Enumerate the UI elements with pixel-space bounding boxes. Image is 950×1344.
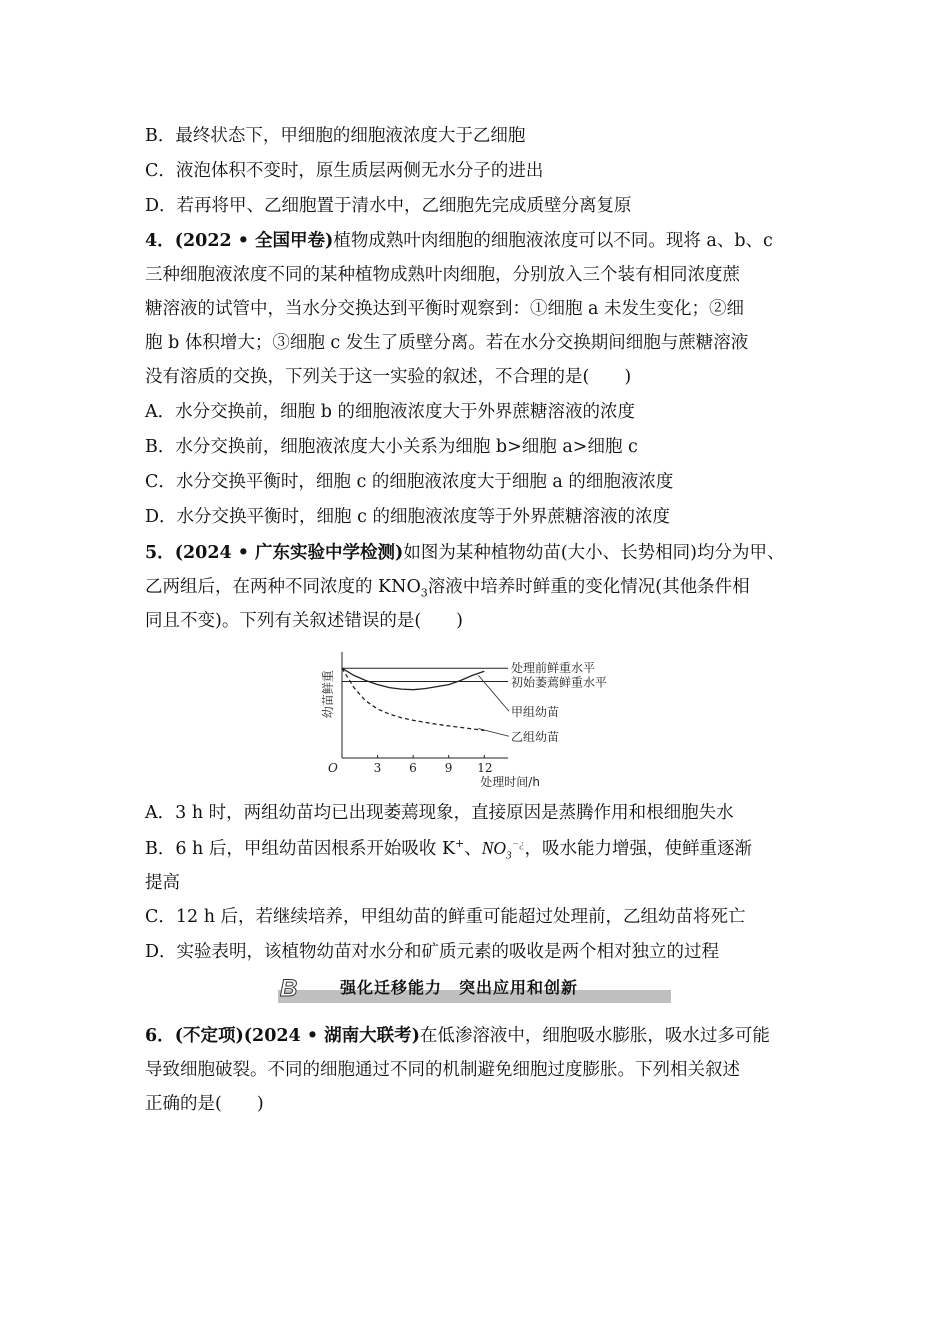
q6-stem-line-2 [145,1057,740,1083]
q4-option-c-text: C．水分交换平衡时，细胞 c 的细胞液浓度大于细胞 a 的细胞液浓度 [145,472,674,492]
series-leader-line [478,675,509,711]
q4-option-d [145,504,670,530]
q5-option-c [145,904,746,930]
series-line [342,668,484,730]
q3-option-b-text: B．最终状态下，甲细胞的细胞液浓度大于乙细胞 [145,126,526,146]
q5-option-c-text: C．12 h 后，若继续培养，甲组幼苗的鲜重可能超过处理前，乙组幼苗将死亡 [145,907,746,927]
banner-title: 强化迁移能力 突出应用和创新 [340,980,579,997]
nitrate-subscript: 3 [506,849,512,862]
q3-option-c-text: C．液泡体积不变时，原生质层两侧无水分子的进出 [145,161,544,181]
q5-option-a-text: A．3 h 时，两组幼苗均已出现萎蔫现象，直接原因是蒸腾作用和根细胞失水 [145,803,734,823]
q4-stem-line-5 [145,364,631,390]
series-line [342,668,484,690]
q4-option-a [145,399,635,425]
potassium-charge: + [455,837,465,851]
q3-option-c [145,158,543,184]
q5-kno3-subscript: 3 [420,586,428,600]
x-tick-label: 6 [409,761,417,775]
q5-source: (2024 • 广东实验中学检测) [174,543,404,563]
q4-number: 4． [145,231,175,251]
q4-stem-line-3 [145,296,744,322]
q5-option-b-continued [145,870,180,896]
q4-stem-line-2 [145,262,740,288]
x-tick-label: 9 [444,761,453,775]
q4-source: (2022 • 全国甲卷) [174,231,334,251]
q4-option-b-text: B．水分交换前，细胞液浓度大小关系为细胞 b>细胞 a>细胞 c [145,437,638,457]
q3-option-b [145,123,525,149]
x-tick-label: 3 [373,761,382,775]
y-axis-label: 幼苗鲜重 [321,670,335,719]
q5-option-b-text-3: 提高 [145,873,180,893]
nitrate-charge: −¿ [511,838,525,851]
reference-line-label: 处理前鲜重水平 [511,661,596,676]
q4-stem-line-1 [145,228,773,254]
q5-option-a [145,800,734,826]
q4-text-2: 三种细胞液浓度不同的某种植物成熟叶肉细胞，分别放入三个装有相同浓度蔗 [145,265,740,285]
q4-text-1: 植物成熟叶肉细胞的细胞液浓度可以不同。现将 a、b、c [333,231,773,251]
q5-text-1: 如图为某种植物幼苗(大小、长势相同)均分为甲、 [403,543,785,563]
series-label: 乙组幼苗 [511,730,560,745]
q5-option-b-text-2: ，吸水能力增强，使鲜重逐渐 [524,839,752,859]
q6-text-3: 正确的是( ) [145,1094,264,1114]
banner-letter-b: B [280,975,298,1002]
fresh-weight-chart [318,646,648,792]
q3-option-d [145,193,632,219]
q5-text-3: 同且不变)。下列有关叙述错误的是( ) [145,611,463,631]
series-leader-line [478,728,509,736]
q5-option-b-comma: 、 [464,839,482,859]
q6-text-2: 导致细胞破裂。不同的细胞通过不同的机制避免细胞过度膨胀。下列相关叙述 [145,1060,740,1080]
q6-stem-line-3 [145,1091,264,1117]
q4-text-4: 胞 b 体积增大；③细胞 c 发生了质壁分离。若在水分交换期间细胞与蔗糖溶液 [145,333,749,353]
x-axis-label: 处理时间/h [480,775,540,789]
q5-option-b [145,835,752,862]
x-tick-label: 12 [477,761,493,775]
q5-stem-line-1 [145,540,784,566]
q5-option-d [145,939,719,965]
reference-line-label: 初始萎蔫鲜重水平 [511,675,608,690]
q3-option-d-text: D．若再将甲、乙细胞置于清水中，乙细胞先完成质壁分离复原 [145,196,632,216]
q4-option-b [145,434,638,460]
chart-svg [318,646,648,792]
q5-option-d-text: D．实验表明，该植物幼苗对水分和矿质元素的吸收是两个相对独立的过程 [145,942,720,962]
q4-stem-line-4 [145,330,748,356]
q6-source: (不定项)(2024 • 湖南大联考) [174,1026,420,1046]
q6-text-1: 在低渗溶液中，细胞吸水膨胀，吸水过多可能 [419,1026,770,1046]
q4-option-a-text: A．水分交换前，细胞 b 的细胞液浓度大于外界蔗糖溶液的浓度 [145,402,635,422]
origin-label: O [328,761,338,775]
q6-number: 6． [145,1026,175,1046]
q5-stem-line-3 [145,608,463,634]
section-banner [278,976,671,1003]
series-label: 甲组幼苗 [511,705,560,720]
q4-option-d-text: D．水分交换平衡时，细胞 c 的细胞液浓度等于外界蔗糖溶液的浓度 [145,507,670,527]
q5-option-b-text-1: B．6 h 后，甲组幼苗因根系开始吸收 K [145,839,456,859]
q4-text-3: 糖溶液的试管中，当水分交换达到平衡时观察到：①细胞 a 未发生变化；②细 [145,299,745,319]
q5-stem-line-2 [145,574,750,600]
q5-text-2a: 乙两组后，在两种不同浓度的 KNO [145,577,421,597]
q6-stem-line-1 [145,1023,770,1049]
nitrate-formula: NO [481,838,507,858]
q5-text-2b: 溶液中培养时鲜重的变化情况(其他条件相 [427,577,750,597]
q4-option-c [145,469,673,495]
q4-text-5: 没有溶质的交换，下列关于这一实验的叙述，不合理的是( ) [145,367,632,387]
q5-number: 5． [145,543,175,563]
